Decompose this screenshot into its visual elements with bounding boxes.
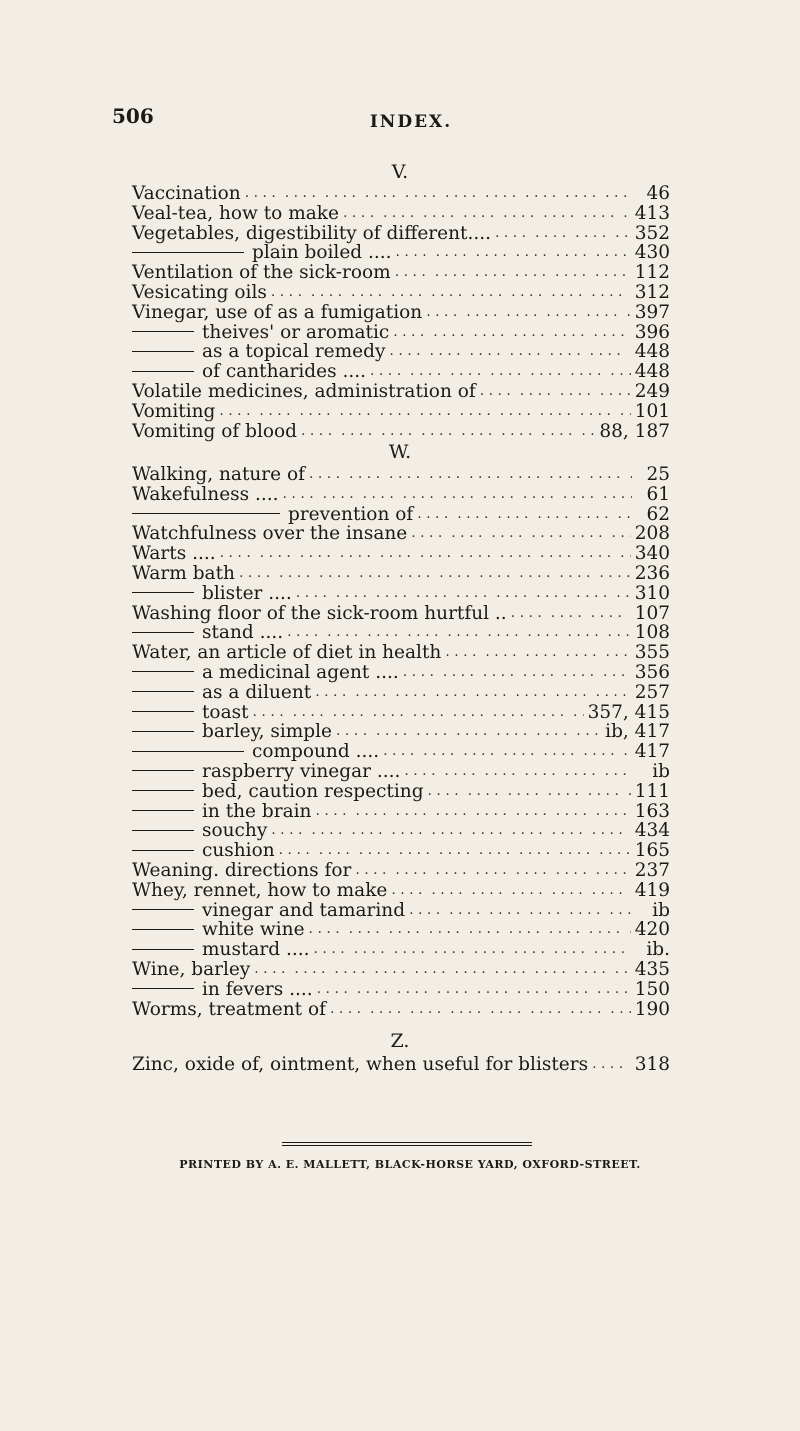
index-entry-page: 163 [634, 800, 670, 822]
index-entry-text: Water, an article of diet in health [132, 642, 442, 664]
index-entry [132, 841, 670, 861]
leader-dots [480, 382, 631, 402]
ditto-dash [132, 929, 194, 930]
index-entry-label [132, 861, 351, 881]
leader-dots [383, 742, 631, 762]
index-entry-page: 111 [634, 780, 670, 802]
index-entry-page: 357, 415 [587, 701, 670, 723]
index-entry-text: Watchfulness over the insane [132, 523, 408, 545]
index-entry [132, 920, 670, 940]
index-entry-text: toast [202, 701, 249, 723]
index-entry-page: ib [652, 760, 670, 782]
section-letter-z: Z. [390, 1030, 410, 1052]
index-entry-page: 435 [634, 958, 670, 980]
index-entry [132, 881, 670, 901]
index-entry [132, 802, 670, 822]
index-entry-page: 249 [634, 380, 670, 402]
leader-dots [404, 762, 632, 782]
index-entry-label [132, 841, 275, 861]
index-entry-text: of cantharides .... [202, 361, 366, 383]
index-entry-text: Wakefulness .... [132, 483, 279, 505]
index-entry-label [132, 940, 310, 960]
index-entry-label [132, 604, 507, 624]
index-entry-label [132, 802, 311, 822]
index-entry-text: compound .... [252, 741, 380, 763]
index-entry-label [132, 980, 313, 1000]
ditto-dash [132, 691, 194, 692]
index-entry-text: blister .... [202, 582, 292, 604]
index-entry-text: Vesicating oils [132, 281, 267, 303]
index-entry-page: 107 [634, 602, 670, 624]
leader-dots [309, 920, 631, 940]
index-entry-page: 101 [634, 400, 670, 422]
index-entry-label [132, 204, 339, 224]
index-entry [132, 342, 670, 362]
ditto-dash [132, 988, 194, 989]
index-entry-text: Washing floor of the sick-room hurtful .. [132, 602, 507, 624]
leader-dots [254, 960, 630, 980]
ditto-dash [132, 751, 244, 752]
index-entry-text: Volatile medicines, administration of [132, 380, 476, 402]
index-entry [132, 422, 670, 442]
index-entry [132, 184, 670, 204]
index-entry [132, 663, 670, 683]
ditto-dash [132, 711, 194, 712]
index-entry [132, 544, 670, 564]
index-entry-text: stand .... [202, 622, 284, 644]
leader-dots [245, 184, 632, 204]
index-entry-label [132, 524, 407, 544]
index-entry-label [132, 722, 332, 742]
leader-dots [495, 224, 631, 244]
index-entry-text: Vomiting of blood [132, 420, 297, 442]
index-entry-label [132, 703, 249, 723]
index-entry-page: 25 [646, 464, 670, 485]
index-entry [132, 703, 670, 723]
leader-dots [336, 722, 601, 742]
index-entry-text: Zinc, oxide of, ointment, when useful for blisters [132, 1054, 589, 1075]
page-number: 506 [112, 104, 154, 128]
index-entry-label [132, 263, 391, 283]
leader-dots [279, 841, 631, 861]
index-entry [132, 224, 670, 244]
index-entry-label [132, 881, 387, 901]
index-entry [132, 362, 670, 382]
index-entry-text: Weaning. directions for [132, 859, 352, 881]
index-entry-page: 417 [634, 741, 670, 763]
leader-dots [395, 263, 631, 283]
ditto-dash [132, 513, 280, 514]
index-entry-text: raspberry vinegar .... [202, 760, 401, 782]
index-entry-page: 448 [634, 341, 670, 363]
index-entry-page: 62 [646, 503, 670, 525]
ditto-dash [132, 731, 194, 732]
leader-dots [445, 643, 630, 663]
index-entry-text: mustard .... [202, 939, 310, 961]
index-entry [132, 323, 670, 343]
leader-dots [409, 901, 632, 921]
index-entry [132, 204, 670, 224]
index-entry-label [132, 465, 305, 485]
printer-imprint: PRINTED BY A. E. MALLETT, BLACK-HORSE YARD, OXFORD-STREET. [179, 1158, 641, 1171]
index-entry [132, 623, 670, 643]
index-entry-label [132, 485, 279, 505]
index-entry-text: Veal-tea, how to make [132, 202, 339, 224]
index-entry [132, 402, 670, 422]
index-entry-page: 208 [634, 523, 670, 545]
index-entry [132, 960, 670, 980]
index-entry-label [132, 323, 389, 343]
index-entry-label [132, 1000, 326, 1020]
leader-dots [309, 465, 632, 485]
index-entry-text: as a topical remedy [202, 341, 386, 363]
index-entry-text: white wine [202, 919, 305, 941]
index-entry-label [132, 821, 267, 841]
index-entry-label [132, 663, 399, 683]
index-entry-page: 448 [634, 361, 670, 383]
index-entry-page: 312 [634, 281, 670, 303]
index-entry-page: 46 [646, 183, 670, 204]
index-entry [132, 243, 670, 263]
leader-dots [426, 303, 631, 323]
index-entry-label [132, 184, 241, 204]
index-entry-text: vinegar and tamarind [202, 899, 406, 921]
index-entry-text: Vomiting [132, 400, 216, 422]
index-entry-text: Vegetables, digestibility of different.... [132, 222, 491, 244]
index-entry [132, 303, 670, 323]
leader-dots [296, 584, 631, 604]
section-z-entries [132, 1055, 670, 1075]
section-letter-w: W. [388, 441, 412, 463]
index-entry-label [132, 1055, 588, 1075]
index-entry-page: 257 [634, 681, 670, 703]
index-entry-text: Worms, treatment of [132, 998, 326, 1020]
index-entry-text: in the brain [202, 800, 312, 822]
index-entry-label [132, 243, 392, 263]
index-entry-label [132, 382, 476, 402]
index-entry [132, 465, 670, 485]
index-entry [132, 382, 670, 402]
index-entry [132, 901, 670, 921]
index-entry-page: ib, 417 [605, 721, 670, 743]
index-entry-label [132, 643, 441, 663]
leader-dots [315, 683, 630, 703]
index-entry [132, 604, 670, 624]
index-entry-label [132, 683, 311, 703]
leader-dots [283, 485, 632, 505]
index-entry-page: 112 [634, 262, 670, 284]
index-entry-label [132, 402, 215, 422]
ditto-dash [132, 671, 194, 672]
leader-dots [511, 604, 631, 624]
index-entry-label [132, 920, 305, 940]
leader-dots [301, 422, 595, 442]
index-entry-label [132, 742, 379, 762]
index-entry-label [132, 623, 283, 643]
index-entry-text: plain boiled .... [252, 242, 392, 264]
leader-dots [219, 402, 630, 422]
leader-dots [391, 881, 630, 901]
leader-dots [220, 544, 631, 564]
index-entry [132, 1055, 670, 1075]
index-entry [132, 821, 670, 841]
index-entry-text: Whey, rennet, how to make [132, 879, 388, 901]
leader-dots [271, 283, 631, 303]
index-entry-label [132, 362, 366, 382]
index-entry-label [132, 584, 292, 604]
index-entry [132, 762, 670, 782]
ditto-dash [132, 850, 194, 851]
leader-dots [389, 342, 630, 362]
index-entry [132, 940, 670, 960]
index-entry [132, 742, 670, 762]
index-entry-label [132, 762, 400, 782]
index-entry-page: 397 [634, 301, 670, 323]
index-entry-text: cushion [202, 840, 275, 862]
index-entry-label [132, 224, 491, 244]
ditto-dash [132, 949, 194, 950]
index-entry-label [132, 782, 424, 802]
leader-dots [370, 362, 631, 382]
leader-dots [403, 663, 631, 683]
leader-dots [330, 1000, 631, 1020]
ditto-dash [132, 810, 194, 811]
leader-dots [287, 623, 631, 643]
ditto-dash [132, 252, 244, 253]
index-entry-text: prevention of [288, 503, 414, 525]
index-entry-page: 340 [634, 543, 670, 565]
index-entry-page: 61 [646, 483, 670, 505]
index-entry [132, 485, 670, 505]
index-entry-page: 356 [634, 661, 670, 683]
index-entry [132, 524, 670, 544]
index-entry-page: 108 [634, 622, 670, 644]
section-letter-v: V. [391, 161, 409, 183]
index-entry-page: 318 [634, 1054, 670, 1075]
leader-dots [239, 564, 631, 584]
index-entry-text: theives' or aromatic [202, 321, 390, 343]
index-entry-page: 419 [634, 879, 670, 901]
index-entry-text: Wine, barley [132, 958, 251, 980]
ditto-dash [132, 371, 194, 372]
index-entry [132, 683, 670, 703]
index-entry [132, 643, 670, 663]
leader-dots [396, 243, 631, 263]
index-entry-page: 352 [634, 222, 670, 244]
index-entry [132, 861, 670, 881]
index-entry [132, 782, 670, 802]
leader-dots [428, 782, 631, 802]
ditto-dash [132, 909, 194, 910]
leader-dots [417, 505, 632, 525]
ditto-dash [132, 331, 194, 332]
index-entry-page: 420 [634, 919, 670, 941]
index-entry-label [132, 342, 385, 362]
index-entry-label [132, 960, 250, 980]
footer-rule [282, 1142, 532, 1143]
leader-dots [317, 980, 631, 1000]
leader-dots [271, 821, 630, 841]
leader-dots [253, 703, 584, 723]
index-entry-label [132, 544, 216, 564]
index-entry-page: 190 [634, 998, 670, 1020]
index-entry-text: Vaccination [132, 183, 241, 204]
footer-rule-double [282, 1145, 532, 1146]
index-entry-text: Vinegar, use of as a fumigation [132, 301, 423, 323]
index-entry-page: 430 [634, 242, 670, 264]
index-entry-label [132, 422, 297, 442]
index-entry-page: ib [652, 899, 670, 921]
index-entry-text: as a diluent [202, 681, 312, 703]
index-entry [132, 263, 670, 283]
index-entry-text: barley, simple [202, 721, 332, 743]
index-entry-label [132, 505, 413, 525]
index-entry-text: a medicinal agent .... [202, 661, 399, 683]
index-entry [132, 283, 670, 303]
index-entry-page: 413 [634, 202, 670, 224]
index-entry-text: Warts .... [132, 543, 216, 565]
ditto-dash [132, 830, 194, 831]
ditto-dash [132, 770, 194, 771]
index-entry-page: 165 [634, 840, 670, 862]
leader-dots [355, 861, 630, 881]
index-entry-text: bed, caution respecting [202, 780, 424, 802]
index-entry-page: 310 [634, 582, 670, 604]
leader-dots [314, 940, 632, 960]
index-entry-page: ib. [646, 939, 670, 961]
index-entry-page: 88, 187 [599, 420, 670, 442]
index-entry-text: in fevers .... [202, 978, 313, 1000]
index-entry-label [132, 901, 405, 921]
index-entry-page: 355 [634, 642, 670, 664]
ditto-dash [132, 592, 194, 593]
index-entry-label [132, 283, 267, 303]
index-entry [132, 722, 670, 742]
leader-dots [411, 524, 630, 544]
leader-dots [343, 204, 631, 224]
ditto-dash [132, 632, 194, 633]
index-entry [132, 980, 670, 1000]
index-entry-page: 396 [634, 321, 670, 343]
index-entry-page: 236 [634, 562, 670, 584]
index-entry [132, 564, 670, 584]
ditto-dash [132, 351, 194, 352]
running-head: INDEX. [369, 112, 453, 132]
index-entry-label [132, 303, 422, 323]
leader-dots [393, 323, 630, 343]
index-entry-text: Warm bath [132, 562, 235, 584]
index-entry-page: 150 [634, 978, 670, 1000]
index-entry-text: souchy [202, 820, 268, 842]
leader-dots [592, 1055, 631, 1075]
leader-dots [315, 802, 630, 822]
index-entry-text: Ventilation of the sick-room [132, 262, 391, 284]
section-v-entries [132, 184, 670, 441]
index-entry [132, 505, 670, 525]
index-entry-label [132, 564, 235, 584]
section-w-entries [132, 465, 670, 1019]
index-entry [132, 1000, 670, 1020]
ditto-dash [132, 790, 194, 791]
index-entry-text: Walking, nature of [132, 464, 305, 485]
index-entry [132, 584, 670, 604]
index-entry-page: 237 [634, 859, 670, 881]
index-entry-page: 434 [634, 820, 670, 842]
